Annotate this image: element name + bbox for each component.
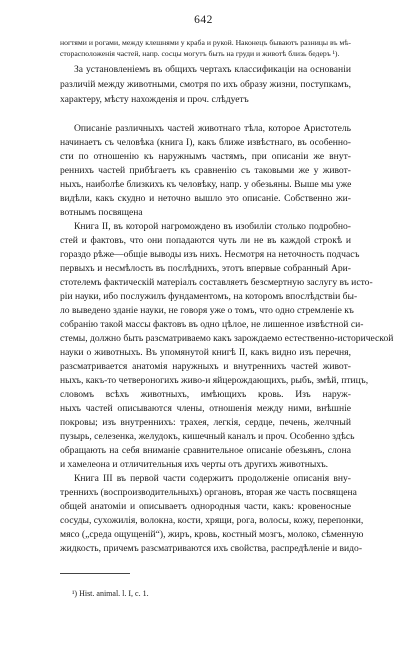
text-line: первыхъ и несмѣлость въ послѣднихъ, этотъ впервые собранный Ари-: [60, 263, 351, 274]
text-line: Описаніе различныхъ частей животнаго тѣла, которое Аристотель: [74, 123, 351, 134]
text-line: ныхъ, наиболѣе близкихъ къ человѣку, напр. у обезьяны. Выше мы уже: [60, 179, 352, 190]
text-line: стотелемъ фактическій матеріалъ составляетъ безсмертную заслугу въ исто-: [60, 277, 373, 288]
text-line: ногтями и рогами, между клешнями у краба и рукой. Наконецъ бываютъ разницы въ мѣ-: [60, 38, 351, 47]
footnote: ¹) Hist. animal. l. I, c. 1.: [72, 589, 149, 598]
text-line: сторасположенія частей, напр. сосцы могутъ быть на груди и животѣ близь бедеръ ¹).: [60, 49, 340, 58]
text-line: науки о животныхъ. Въ упомянутой книгѣ II, какъ видно изъ перечня,: [60, 347, 351, 358]
text-line: ныхъ, какъ-то четвероногихъ живо-и яйцерождающихъ, рыбъ, змѣй, птицъ,: [60, 375, 369, 386]
text-line: треннихъ (воспроизводительныхъ) органовъ, вторая же часть посвящена: [60, 487, 357, 498]
text-line: различій между животными, смотря по ихъ образу жизни, поступкамъ,: [60, 79, 351, 90]
text-line: вотнымъ посвящена: [60, 207, 143, 218]
text-line: гораздо рѣже—общіе выводы изъ нихъ. Несмотря на неточность подчасъ: [60, 249, 360, 260]
text-line: стей и фактовъ, что они попадаются чуть ли не въ каждой строкѣ и: [60, 235, 351, 246]
text-line: и хамелеона и отличительныя ихъ черты отъ другихъ животныхъ.: [60, 459, 329, 470]
text-line: разсматривается анатомія наружныхъ и внутреннихъ частей живот-: [60, 361, 351, 372]
text-line: реннихъ частей прибѣгаетъ къ сравненію съ таковыми же у живот-: [60, 165, 351, 176]
text-line: пузырь, селезенка, желудокъ, кишечный каналъ и проч. Особенно здѣсь: [60, 431, 355, 442]
text-line: ло выведено зданіе науки, не говоря уже о томъ, что одно стремленіе къ: [60, 305, 354, 316]
text-line: характеру, мѣсту нахожденія и проч. слѣдуетъ: [60, 94, 249, 105]
page-number: 642: [194, 14, 213, 26]
text-line: видѣли, какъ скудно и неточно вышло это описаніе. Собственно жи-: [60, 193, 351, 204]
text-line: жидкость, причемъ разсматриваются ихъ свойства, распредѣленіе и видо-: [60, 543, 363, 554]
text-line: Книга II, въ которой нагромождено въ изобиліи столько подробно-: [74, 221, 351, 232]
text-line: словомъ всѣхъ животныхъ, имѣющихъ кровь. Изъ наруж-: [60, 389, 351, 400]
text-line: покровы; изъ внутреннихъ: трахея, легкія, сердце, печень, желчный: [60, 417, 351, 428]
text-line: собранію такой массы фактовъ въ одно цѣлое, не лишенное извѣстной си-: [60, 319, 364, 330]
text-line: мясо („среда ощущеній“), жиръ, кровь, костный мозгъ, молоко, сѣменную: [60, 529, 364, 540]
footnote-rule: [60, 573, 130, 574]
text-line: ныхъ частей описываются члены, отношенія между ними, внѣшніе: [60, 403, 351, 414]
text-line: За установленіемъ въ общихъ чертахъ классификаціи на основаніи: [74, 64, 351, 75]
text-line: обращають на себя вниманіе сравнительное описаніе обезьянъ, слона: [60, 445, 351, 456]
text-line: Книга III въ первой части содержитъ продолженіе описанія вну-: [74, 473, 351, 484]
text-line: начинаетъ съ человѣка (книга I), какъ ближе извѣстнаго, въ особенно-: [60, 137, 351, 148]
text-line: ріи науки, ибо послужилъ фундаментомъ, на которомъ впослѣдствіи бы-: [60, 291, 358, 302]
text-line: сти по отношенію къ наружнымъ частямъ, при описаніи же внут-: [60, 151, 351, 162]
text-line: общей анатоміи и описываетъ однородныя части, какъ: кровеносные: [60, 501, 351, 512]
text-line: стемы, должно быть разсматриваемо какъ зарождаемо естественно-исторической: [60, 333, 394, 344]
text-line: сосуды, сухожилія, волокна, кости, хрящи, рога, волосы, кожу, перепонки,: [60, 515, 364, 526]
